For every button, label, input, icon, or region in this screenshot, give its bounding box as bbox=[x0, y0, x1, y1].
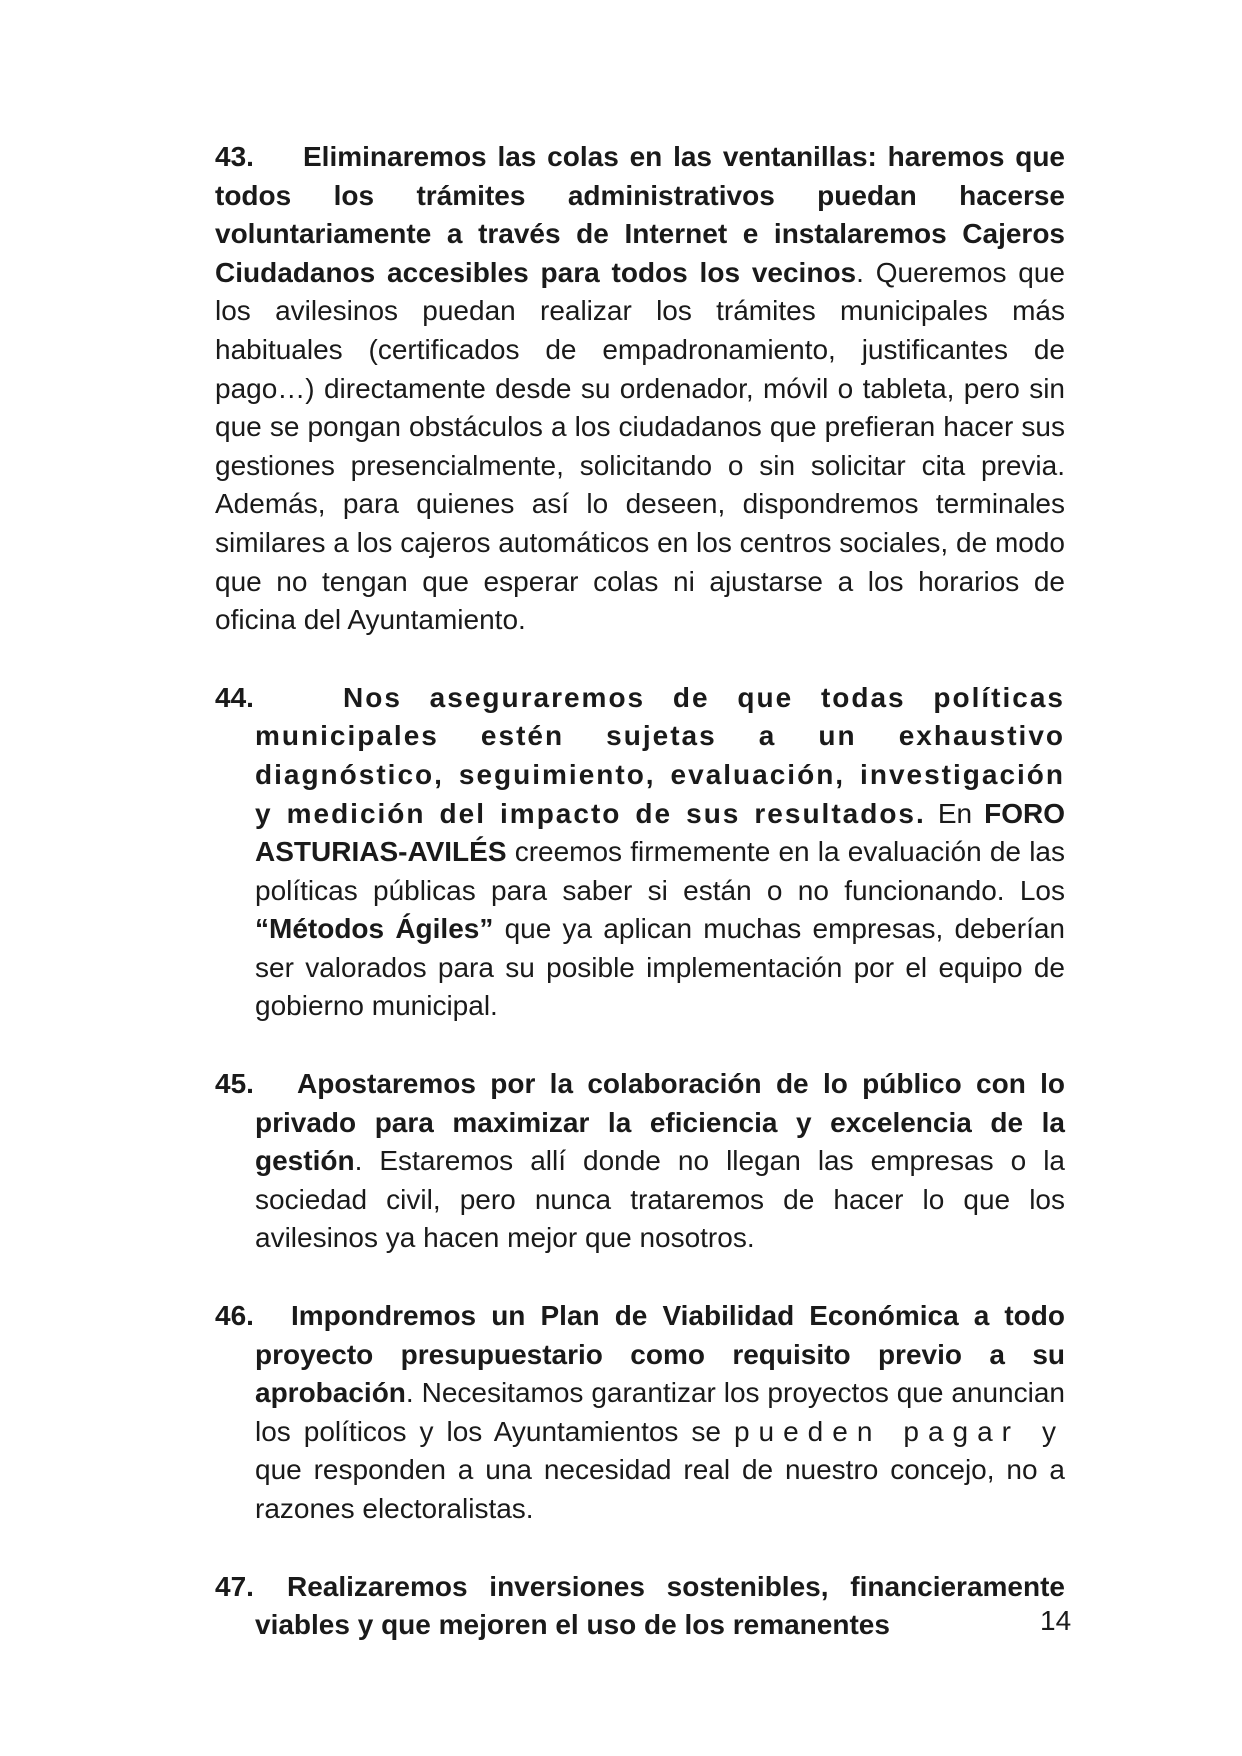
list-item-47 bbox=[215, 1568, 1065, 1645]
list-item-44 bbox=[215, 679, 1065, 1026]
item-body: . Queremos que los avilesinos puedan realizar los trámites municipales más habituales (certificados de empadronamiento, justificantes de pago…) directamente desde su ordenador, móvil o tableta, pero sin que se pongan obstáculos a los ciudadanos que prefieran hacer sus gestiones presencialmente, solicitando o sin solicitar cita previa. Además, para quienes así lo deseen, dispondremos terminales similares a los cajeros automáticos en los centros sociales, de modo que no tengan que esperar colas ni ajustarse a los horarios de oficina del Ayuntamiento. bbox=[215, 256, 1065, 636]
item-number: 43. bbox=[215, 141, 254, 172]
list-item-43 bbox=[215, 138, 1065, 640]
item-heading: Nos aseguraremos de que todas políticas municipales estén sujetas a un exhaustivo diagnóstico, seguimiento, evaluación, investigación y medición del impacto de sus resultados. bbox=[255, 681, 1065, 829]
item-heading: Eliminaremos las colas en las ventanillas: haremos que todos los trámites administrativos puedan hacerse voluntariamente a través de Internet e instalaremos Cajeros Ciudadanos accesibles para todos los vecinos bbox=[215, 141, 1065, 288]
party-name: FORO ASTURIAS-AVILÉS bbox=[255, 797, 1065, 868]
item-body: creemos firmemente en la evaluación de las políticas públicas para saber si están o no funcionando. Los bbox=[255, 836, 1065, 906]
methods-term: “Métodos Ágiles” bbox=[255, 913, 494, 945]
item-number: 46. bbox=[215, 1300, 254, 1332]
item-body: En bbox=[925, 797, 985, 829]
item-body: que responden a una necesidad real de nuestro concejo, no a razones electoralistas. bbox=[255, 1454, 1065, 1524]
item-body: . Estaremos allí donde no llegan las empresas o la sociedad civil, pero nunca trataremos de hacer lo que los avilesinos ya hacen mejor que nosotros. bbox=[255, 1145, 1065, 1254]
item-body: que ya aplican muchas empresas, deberían ser valorados para su posible implementación por el equipo de gobierno municipal. bbox=[255, 913, 1065, 1022]
item-number: 44. bbox=[215, 681, 254, 713]
item-heading: Realizaremos inversiones sostenibles, financieramente viables y que mejoren el uso de los remanentes bbox=[255, 1570, 1065, 1641]
spaced-text: pueden pagar y bbox=[733, 1415, 1065, 1447]
item-body: . Necesitamos garantizar los proyectos que anuncian los políticos y los Ayuntamientos se bbox=[255, 1377, 1065, 1447]
item-heading: Impondremos un Plan de Viabilidad Económica a todo proyecto presupuestario como requisito previo a su aprobación bbox=[255, 1300, 1065, 1409]
item-heading: Apostaremos por la colaboración de lo público con lo privado para maximizar la eficiencia y excelencia de la gestión bbox=[255, 1068, 1065, 1177]
page-number: 14 bbox=[1040, 1605, 1072, 1636]
list-item-45 bbox=[215, 1065, 1065, 1258]
item-number: 47. bbox=[215, 1570, 254, 1602]
list-item-46 bbox=[215, 1297, 1065, 1529]
item-number: 45. bbox=[215, 1068, 254, 1100]
document-page bbox=[215, 138, 1065, 1684]
